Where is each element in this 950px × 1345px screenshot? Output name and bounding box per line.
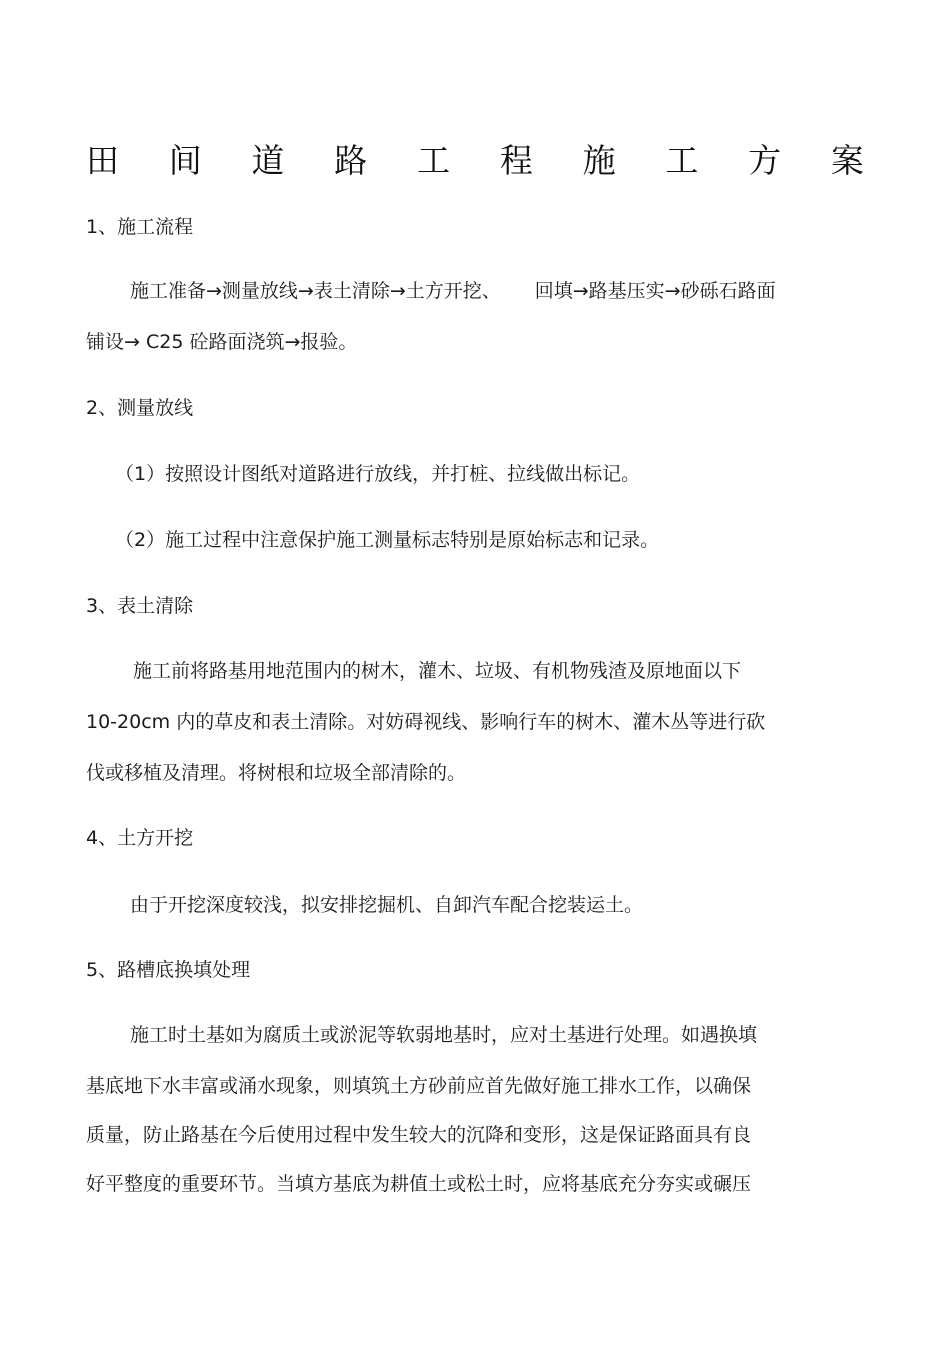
title-char: 案: [830, 141, 864, 180]
paragraph-line: 好平整度的重要环节。当填方基底为耕值土或松土时，应将基底充分夯实或碾压: [86, 1173, 752, 1195]
title-char: 路: [334, 141, 368, 180]
title-char: 田: [86, 141, 119, 180]
title-char: 程: [499, 141, 533, 180]
paragraph-line: 施工前将路基用地范围内的树木，灌木、垃圾、有机物残渣及原地面以下: [133, 660, 742, 682]
title-char: 工: [665, 141, 699, 180]
paragraph-segment: 回填→路基压实→砂砾石路面: [534, 280, 776, 302]
section-heading-1: 1、施工流程: [86, 216, 194, 238]
section-heading-5: 5、路槽底换填处理: [86, 959, 251, 981]
section-heading-3: 3、表土清除: [86, 595, 194, 617]
list-item: （1）按照设计图纸对道路进行放线，并打桩、拉线做出标记。: [115, 463, 641, 485]
paragraph-line: 10-20cm 内的草皮和表土清除。对妨碍视线、影响行车的树木、灌木丛等进行砍: [86, 711, 766, 733]
paragraph-segment: 施工准备→测量放线→表土清除→土方开挖、: [130, 280, 501, 302]
paragraph-line: 质量，防止路基在今后使用过程中发生较大的沉降和变形，这是保证路面具有良: [86, 1124, 752, 1146]
section-heading-2: 2、测量放线: [86, 397, 194, 419]
paragraph-line: 由于开挖深度较浅，拟安排挖掘机、自卸汽车配合挖装运土。: [130, 894, 644, 916]
paragraph-line: 施工时土基如为腐质土或淤泥等软弱地基时，应对土基进行处理。如遇换填: [130, 1024, 758, 1046]
title-char: 工: [417, 141, 451, 180]
paragraph-line: 铺设→ C25 砼路面浇筑→报验。: [86, 331, 358, 353]
section-heading-4: 4、土方开挖: [86, 827, 194, 849]
title-char: 方: [748, 141, 782, 180]
document-title: [86, 138, 864, 184]
title-char: 间: [168, 141, 202, 180]
paragraph-line: 伐或移植及清理。将树根和垃圾全部清除的。: [86, 762, 467, 784]
title-char: 施: [582, 141, 616, 180]
paragraph-line: [130, 277, 776, 305]
paragraph-line: 基底地下水丰富或涌水现象，则填筑土方砂前应首先做好施工排水工作，以确保: [86, 1075, 752, 1097]
list-item: （2）施工过程中注意保护施工测量标志特别是原始标志和记录。: [115, 529, 660, 551]
title-char: 道: [251, 141, 285, 180]
